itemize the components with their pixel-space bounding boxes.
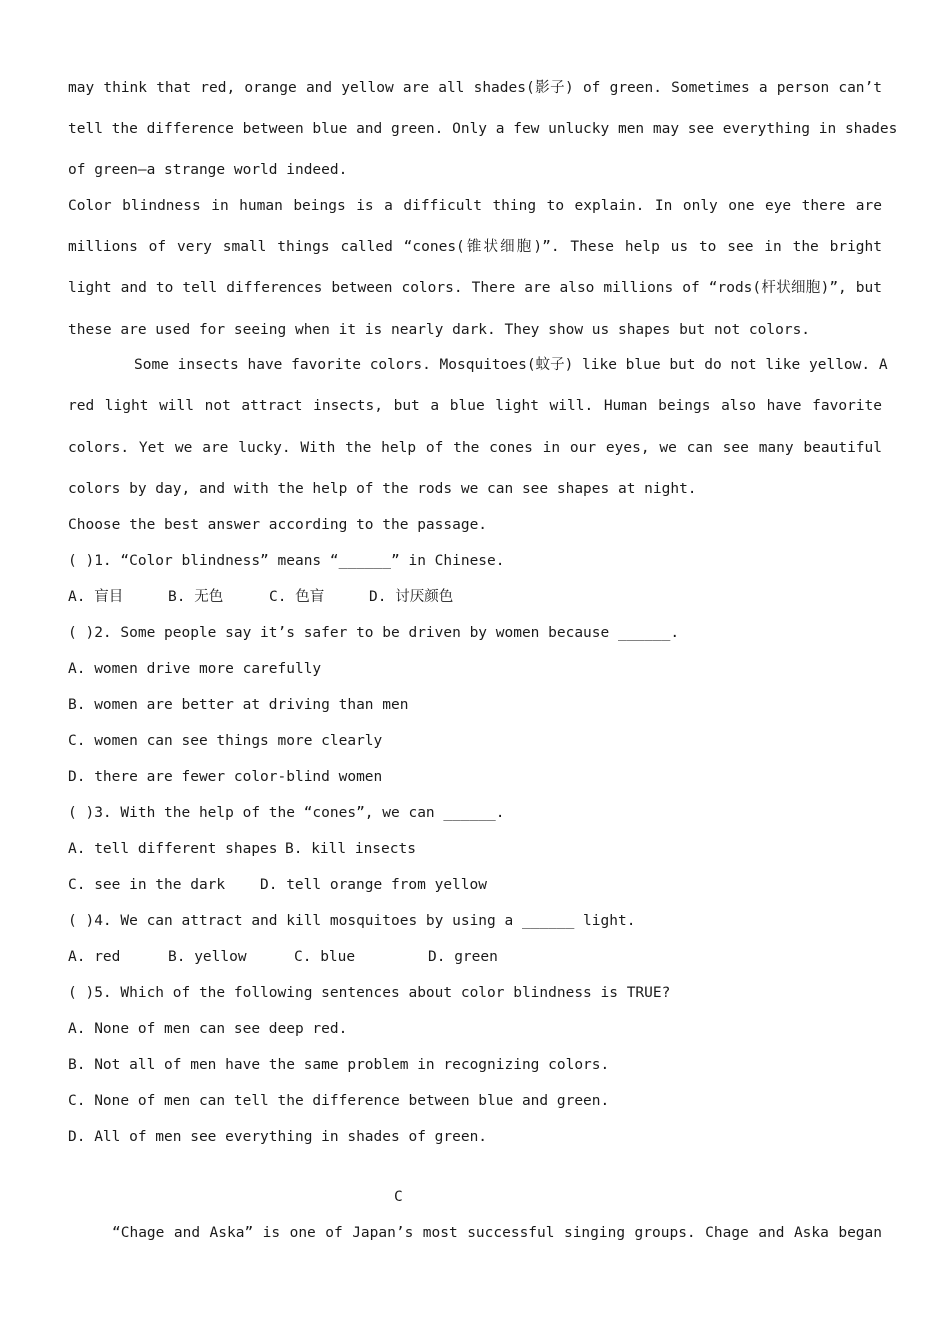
question-1-option-b[interactable]: B. 无色 bbox=[168, 589, 224, 605]
question-5-option-d[interactable]: D. All of men see everything in shades of green. bbox=[68, 1129, 488, 1145]
question-3-options-row1 bbox=[68, 839, 882, 859]
question-1-option-a[interactable]: A. 盲目 bbox=[68, 589, 124, 605]
question-4-stem: ( )4. We can attract and kill mosquitoes by using a ______ light. bbox=[68, 913, 636, 929]
instruction: Choose the best answer according to the passage. bbox=[68, 517, 488, 533]
passage-b-para2-line1: Color blindness in human beings is a difficult thing to explain. In only one eye there are bbox=[68, 198, 882, 214]
question-3-option-a[interactable]: A. tell different shapes bbox=[68, 841, 278, 857]
question-2-option-b[interactable]: B. women are better at driving than men bbox=[68, 697, 409, 713]
question-1-option-c[interactable]: C. 色盲 bbox=[269, 589, 325, 605]
question-4-option-c[interactable]: C. blue bbox=[294, 949, 356, 965]
passage-b-para2-line3: light and to tell differences between colors. There are also millions of “rods(杆状细胞)”, but bbox=[68, 280, 882, 296]
question-4-option-a[interactable]: A. red bbox=[68, 949, 121, 965]
question-5-option-a[interactable]: A. None of men can see deep red. bbox=[68, 1021, 348, 1037]
question-4-option-d[interactable]: D. green bbox=[428, 949, 498, 965]
question-3-options-row2 bbox=[68, 875, 882, 895]
question-2-option-d[interactable]: D. there are fewer color-blind women bbox=[68, 769, 383, 785]
passage-b-para3-line3: colors. Yet we are lucky. With the help of the cones in our eyes, we can see many beautiful bbox=[68, 440, 882, 456]
passage-b-para2-line2: millions of very small things called “cones(锥状细胞)”. These help us to see in the bright bbox=[68, 239, 882, 255]
passage-b-para1-line3: of green—a strange world indeed. bbox=[68, 162, 348, 178]
question-4-options bbox=[68, 947, 882, 967]
passage-b-para3-line4: colors by day, and with the help of the rods we can see shapes at night. bbox=[68, 481, 697, 497]
question-3-stem: ( )3. With the help of the “cones”, we can ______. bbox=[68, 805, 505, 821]
passage-b-para1-line2: tell the difference between blue and green. Only a few unlucky men may see everything in shades bbox=[68, 121, 898, 137]
question-2-stem: ( )2. Some people say it’s safer to be driven by women because ______. bbox=[68, 625, 680, 641]
question-1-stem: ( )1. “Color blindness” means “______” in Chinese. bbox=[68, 553, 505, 569]
passage-b-para3-line2: red light will not attract insects, but a blue light will. Human beings also have favorite bbox=[68, 398, 882, 414]
question-5-stem: ( )5. Which of the following sentences about color blindness is TRUE? bbox=[68, 985, 671, 1001]
question-2-option-c[interactable]: C. women can see things more clearly bbox=[68, 733, 383, 749]
question-4-option-b[interactable]: B. yellow bbox=[168, 949, 247, 965]
question-1-option-d[interactable]: D. 讨厌颜色 bbox=[369, 589, 454, 605]
question-3-option-c[interactable]: C. see in the dark bbox=[68, 877, 226, 893]
passage-c-heading: C bbox=[394, 1189, 403, 1205]
question-3-option-d[interactable]: D. tell orange from yellow bbox=[260, 877, 487, 893]
passage-c-line1: “Chage and Aska” is one of Japan’s most successful singing groups. Chage and Aska began bbox=[112, 1225, 882, 1241]
passage-b-para3-line1: Some insects have favorite colors. Mosquitoes(蚊子) like blue but do not like yellow. A bbox=[134, 357, 888, 373]
question-5-option-b[interactable]: B. Not all of men have the same problem in recognizing colors. bbox=[68, 1057, 610, 1073]
question-5-option-c[interactable]: C. None of men can tell the difference between blue and green. bbox=[68, 1093, 610, 1109]
question-2-option-a[interactable]: A. women drive more carefully bbox=[68, 661, 322, 677]
question-3-option-b[interactable]: B. kill insects bbox=[285, 841, 416, 857]
question-1-options bbox=[68, 587, 882, 607]
passage-b-para2-line4: these are used for seeing when it is nearly dark. They show us shapes but not colors. bbox=[68, 322, 811, 338]
passage-b-para1-line1: may think that red, orange and yellow are all shades(影子) of green. Sometimes a person can’t bbox=[68, 80, 882, 96]
